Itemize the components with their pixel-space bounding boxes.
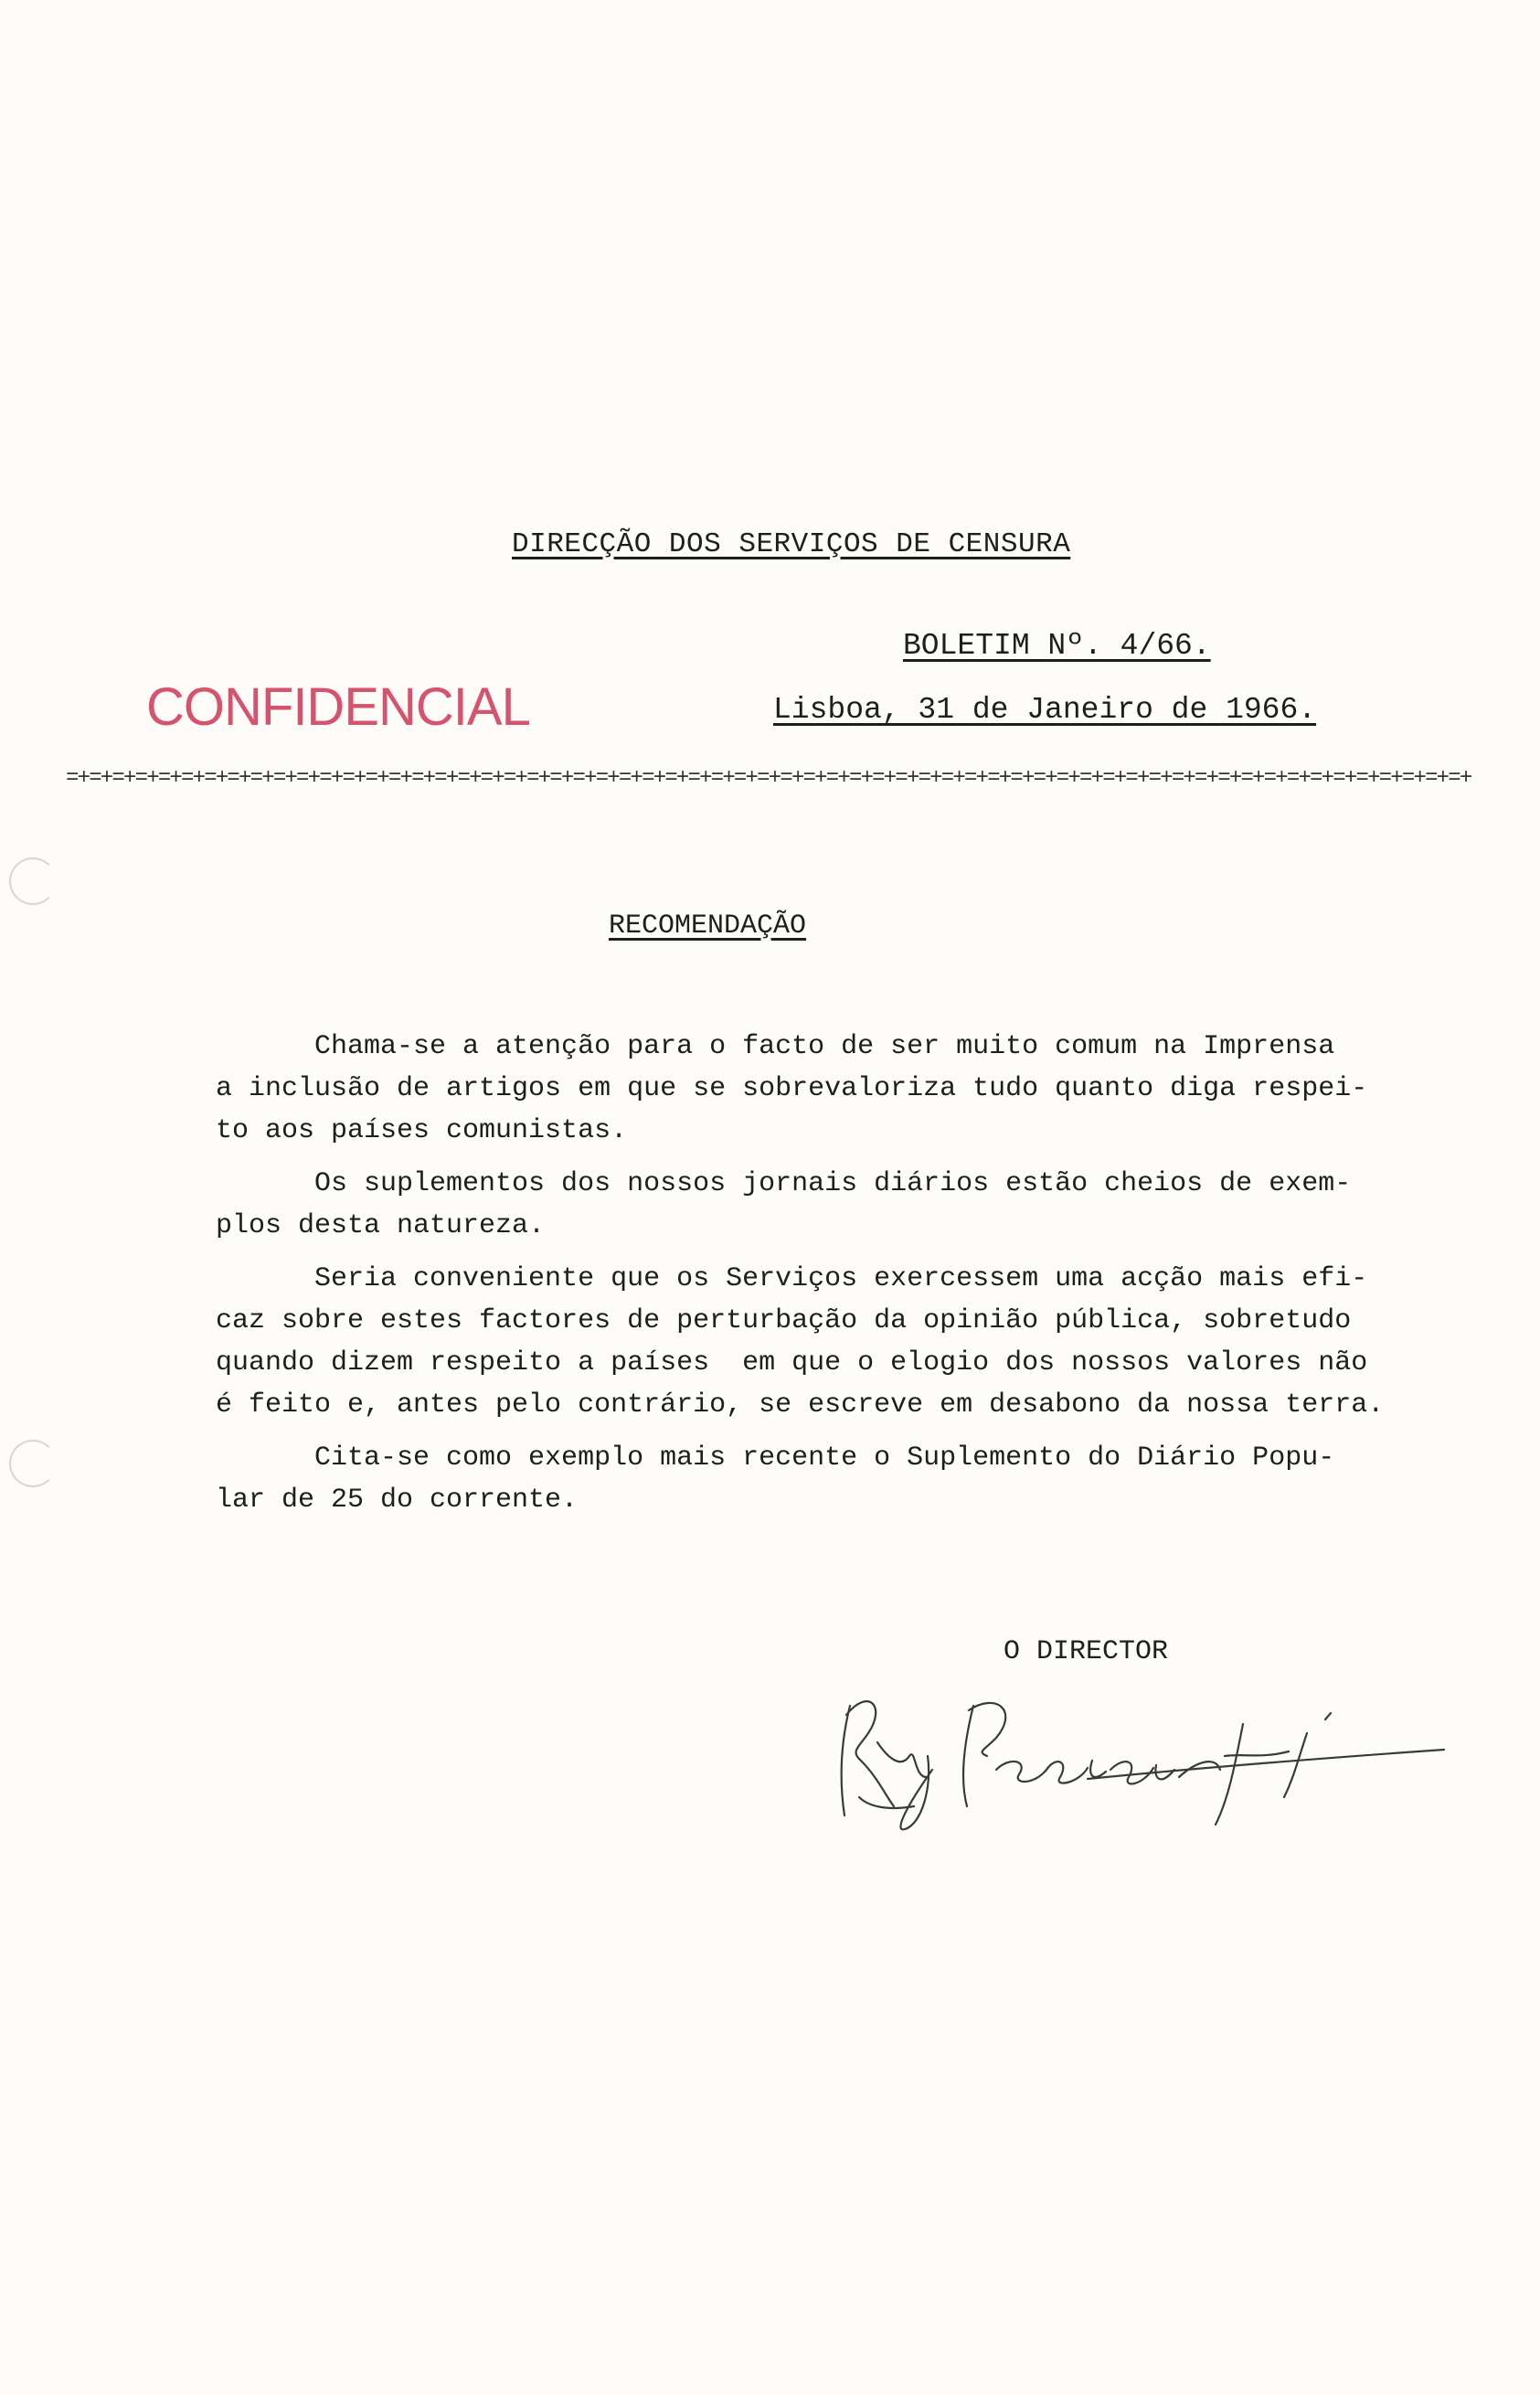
- paragraph-3: Seria conveniente que os Serviços exercessem uma acção mais efi- caz sobre estes factores de perturbação da opinião pública, sobretudo quando dizem respeito a países em que o elogio dos nossos valores não é feito e, antes pelo contrário, se escreve em desabono da nossa terra.: [216, 1263, 1385, 1421]
- signature-label: O DIRECTOR: [1004, 1636, 1169, 1667]
- handwritten-signature: [813, 1669, 1471, 1843]
- paragraph-2: Os suplementos dos nossos jornais diários estão cheios de exem- plos desta natureza.: [216, 1168, 1352, 1241]
- punch-hole-mark: [9, 1440, 57, 1487]
- agency-heading: DIRECÇÃO DOS SERVIÇOS DE CENSURA: [512, 528, 1071, 560]
- paragraph-1: Chama-se a atenção para o facto de ser muito comum na Imprensa a inclusão de artigos em que se sobrevaloriza tudo quanto diga respei- to aos países comunistas.: [216, 1031, 1368, 1146]
- punch-hole-mark: [9, 857, 57, 905]
- separator-line: =+=+=+=+=+=+=+=+=+=+=+=+=+=+=+=+=+=+=+=+=+=+=+=+=+=+=+=+=+=+=+=+=+=+=+=+=+=+=+=+=+=+=+=+=+=+=+=+=+=+=+=+=+=+=+=+=+=+=+=+=+: [66, 766, 1471, 791]
- section-title: RECOMENDAÇÃO: [609, 910, 807, 942]
- body-text: [216, 1026, 1513, 1532]
- bulletin-number: BOLETIM Nº. 4/66.: [903, 629, 1211, 663]
- paragraph-4: Cita-se como exemplo mais recente o Suplemento do Diário Popu- lar de 25 do corrente.: [216, 1442, 1335, 1516]
- place-and-date: Lisboa, 31 de Janeiro de 1966.: [773, 693, 1317, 727]
- confidential-stamp: CONFIDENCIAL: [146, 677, 530, 737]
